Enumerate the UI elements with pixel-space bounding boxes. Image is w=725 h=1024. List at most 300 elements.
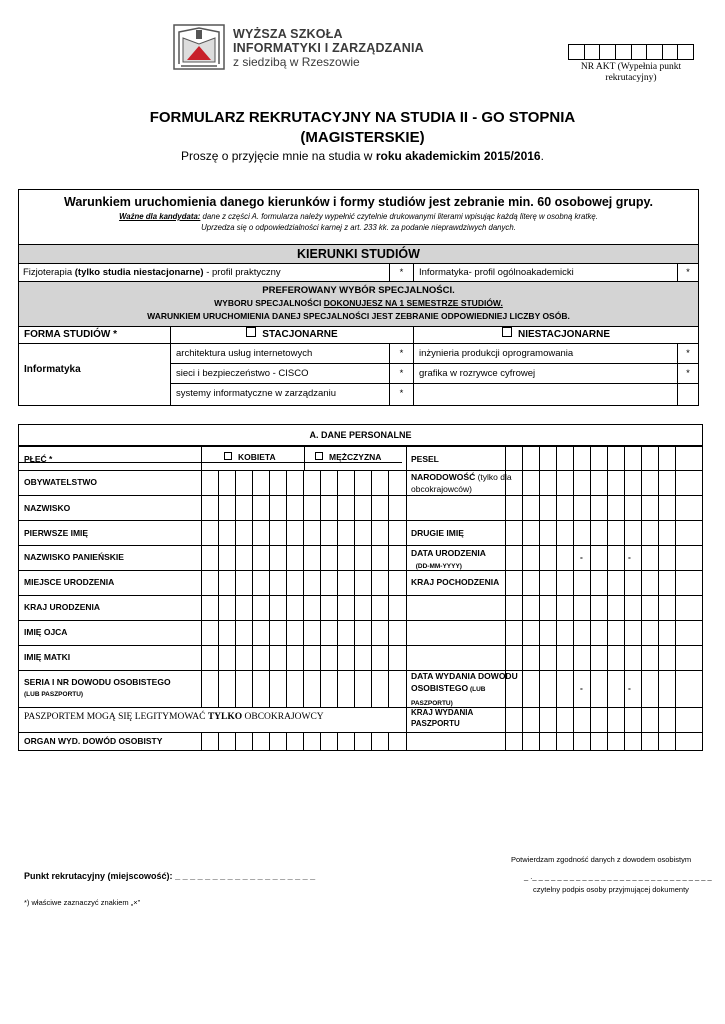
grid-vline	[641, 495, 642, 520]
grid-vline	[590, 520, 591, 545]
grid-hline	[19, 462, 402, 463]
grid-vline	[252, 732, 253, 750]
grid-vline	[406, 570, 407, 595]
grid-hline	[19, 620, 702, 621]
grid-vline	[624, 645, 625, 670]
grid-vline	[218, 620, 219, 645]
grid-vline	[556, 545, 557, 570]
grid-vline	[388, 620, 389, 645]
specjalnosc-info	[19, 282, 698, 327]
grid-vline	[573, 495, 574, 520]
grid-vline	[522, 595, 523, 620]
grid-vline	[505, 520, 506, 545]
grid-vline	[658, 670, 659, 707]
grid-vline	[406, 732, 407, 750]
grid-vline	[556, 645, 557, 670]
spec-mark[interactable]	[678, 384, 698, 405]
grid-vline	[354, 620, 355, 645]
grid-hline	[19, 545, 702, 546]
grid-vline	[252, 645, 253, 670]
grid-vline	[573, 645, 574, 670]
grid-vline	[624, 732, 625, 750]
grid-vline	[505, 595, 506, 620]
potwierdzam-text: Potwierdzam zgodność danych z dowodem osobistym	[511, 855, 692, 864]
grid-vline	[320, 620, 321, 645]
grid-vline	[556, 620, 557, 645]
grid-vline	[505, 570, 506, 595]
grid-vline	[337, 470, 338, 495]
grid-vline	[286, 595, 287, 620]
grid-vline	[252, 570, 253, 595]
grid-vline	[371, 645, 372, 670]
grid-vline	[573, 732, 574, 750]
grid-vline	[218, 570, 219, 595]
grid-vline	[624, 620, 625, 645]
grid-vline	[320, 645, 321, 670]
grid-hline	[19, 520, 702, 521]
grid-vline	[539, 620, 540, 645]
grid-vline	[539, 670, 540, 707]
grid-vline	[201, 446, 202, 470]
punkt-rekrutacyjny[interactable]: Punkt rekrutacyjny (miejscowość): _ _ _ _ _ _ _ _ _ _ _ _ _ _ _ _ _ _ _	[24, 871, 316, 881]
grid-vline	[388, 645, 389, 670]
pref-line1: PREFEROWANY WYBÓR SPECJALNOŚCI.	[262, 285, 455, 296]
podpis-line[interactable]: _ ._ _ _ _ _ _ _ _ _ _ _ _ _ _ _ _ _ _ _ _ _ _ _ _ _ _ _ _ _	[524, 872, 712, 881]
warning-note: Ważne dla kandydata: dane z części A. formularza należy wypełnić czytelnie drukowanymi literami wpisując każdą literę w osobną kratkę.	[119, 212, 598, 221]
grid-vline	[573, 595, 574, 620]
grid-vline	[573, 446, 574, 470]
grid-vline	[539, 595, 540, 620]
grid-vline	[235, 670, 236, 707]
grid-vline	[505, 707, 506, 732]
grid-hline	[19, 670, 702, 671]
grid-vline	[354, 470, 355, 495]
grid-vline	[371, 732, 372, 750]
grid-vline	[539, 520, 540, 545]
grid-vline	[607, 495, 608, 520]
forma-niestacjonarne[interactable]: NIESTACJONARNE	[414, 327, 698, 343]
grid-vline	[218, 545, 219, 570]
grid-vline	[658, 446, 659, 470]
grid-hline	[19, 570, 702, 571]
grid-vline	[556, 520, 557, 545]
grid-vline	[406, 620, 407, 645]
grid-vline	[337, 495, 338, 520]
grid-vline	[556, 732, 557, 750]
grid-vline	[201, 520, 202, 545]
grid-vline	[539, 545, 540, 570]
personal-data-section	[18, 424, 703, 751]
grid-vline	[505, 446, 506, 470]
grid-vline	[371, 570, 372, 595]
grid-vline	[573, 520, 574, 545]
grid-vline	[590, 707, 591, 732]
grid-vline	[406, 446, 407, 470]
spec-mark[interactable]: *	[390, 344, 414, 363]
grid-vline	[624, 520, 625, 545]
grid-vline	[658, 570, 659, 595]
grid-vline	[607, 446, 608, 470]
spec-row	[171, 384, 698, 405]
grid-vline	[539, 645, 540, 670]
warning-main: Warunkiem uruchomienia danego kierunków i formy studiów jest zebranie min. 60 osobowej grupy.	[64, 195, 653, 209]
footnote: *) właściwe zaznaczyć znakiem „×”	[24, 898, 141, 907]
grid-vline	[303, 595, 304, 620]
grid-vline	[641, 732, 642, 750]
school-name-line3: z siedzibą w Rzeszowie	[233, 55, 360, 69]
grid-vline	[590, 495, 591, 520]
grid-vline	[235, 645, 236, 670]
grid-vline	[303, 495, 304, 520]
grid-vline	[371, 470, 372, 495]
grid-vline	[354, 545, 355, 570]
grid-vline	[573, 470, 574, 495]
kierunek-informatyka: Informatyka- profil ogólnoakademicki	[414, 264, 678, 281]
grid-vline	[641, 645, 642, 670]
grid-vline	[522, 570, 523, 595]
grid-vline	[641, 520, 642, 545]
grid-vline	[269, 570, 270, 595]
miejsce-urodzenia-label: MIEJSCE URODZENIA	[24, 577, 115, 587]
grid-vline	[607, 470, 608, 495]
spec-label: grafika w rozrywce cyfrowej	[414, 364, 678, 383]
grid-vline	[573, 620, 574, 645]
grid-vline	[641, 595, 642, 620]
nr-akt-cells[interactable]	[568, 44, 694, 60]
spec-label	[414, 384, 678, 405]
warning-note2: Uprzedza się o odpowiedzialności karnej z art. 233 kk. za podanie nieprawdziwych danych.	[201, 223, 516, 232]
spec-mark[interactable]: *	[686, 368, 690, 379]
grid-vline	[539, 707, 540, 732]
kraj-urodzenia-label: KRAJ URODZENIA	[24, 602, 101, 612]
grid-vline	[354, 570, 355, 595]
spec-mark[interactable]: *	[686, 348, 690, 359]
grid-vline	[303, 732, 304, 750]
form-title-line2: (MAGISTERSKIE)	[300, 129, 425, 146]
grid-vline	[286, 670, 287, 707]
grid-vline	[388, 732, 389, 750]
kierunek-informatyka-mark[interactable]: *	[686, 267, 690, 278]
grid-vline	[354, 495, 355, 520]
grid-vline	[235, 732, 236, 750]
pierwsze-imie-label: PIERWSZE IMIĘ	[24, 528, 89, 538]
grid-vline	[522, 545, 523, 570]
grid-vline	[573, 570, 574, 595]
grid-vline	[641, 446, 642, 470]
nazwisko-panienskie-label: NAZWISKO PANIEŃSKIE	[24, 552, 124, 562]
spec-mark[interactable]: *	[390, 364, 414, 383]
forma-stacjonarne[interactable]: STACJONARNE	[171, 327, 414, 343]
grid-vline	[522, 645, 523, 670]
grid-vline	[624, 670, 625, 707]
grid-vline	[337, 670, 338, 707]
grid-vline	[539, 732, 540, 750]
grid-vline	[269, 670, 270, 707]
grid-vline	[658, 470, 659, 495]
grid-vline	[406, 520, 407, 545]
grid-vline	[337, 570, 338, 595]
grid-vline	[303, 570, 304, 595]
grid-vline	[522, 707, 523, 732]
grid-vline	[522, 520, 523, 545]
grid-vline	[406, 495, 407, 520]
grid-vline	[624, 446, 625, 470]
grid-vline	[218, 732, 219, 750]
school-name	[233, 27, 424, 69]
school-logo	[173, 24, 225, 70]
kierunek-fizjoterapia: Fizjoterapia (tylko studia niestacjonarne) - profil praktyczny	[19, 264, 390, 281]
grid-vline	[286, 570, 287, 595]
grid-vline	[624, 570, 625, 595]
grid-vline	[406, 670, 407, 707]
grid-vline	[286, 520, 287, 545]
grid-vline	[252, 595, 253, 620]
grid-vline	[556, 670, 557, 707]
grid-vline	[607, 670, 608, 707]
grid-hline	[19, 707, 702, 708]
date-separator: -	[580, 683, 583, 693]
stacjonarne-checkbox[interactable]	[246, 327, 256, 337]
grid-vline	[607, 595, 608, 620]
drugie-imie-label: DRUGIE IMIĘ	[411, 528, 464, 538]
grid-vline	[675, 545, 676, 570]
grid-vline	[201, 620, 202, 645]
grid-vline	[269, 545, 270, 570]
grid-vline	[607, 732, 608, 750]
niestacjonarne-checkbox[interactable]	[502, 327, 512, 337]
grid-vline	[675, 645, 676, 670]
grid-vline	[607, 545, 608, 570]
grid-vline	[388, 595, 389, 620]
grid-vline	[371, 595, 372, 620]
grid-vline	[590, 670, 591, 707]
grid-vline	[320, 495, 321, 520]
kobieta-option[interactable]: KOBIETA	[224, 452, 276, 462]
grid-vline	[522, 470, 523, 495]
grid-vline	[337, 645, 338, 670]
grid-vline	[354, 732, 355, 750]
spec-row	[171, 364, 698, 384]
grid-vline	[573, 707, 574, 732]
personal-section-title: A. DANE PERSONALNE	[19, 425, 702, 446]
pref-line3: WARUNKIEM URUCHOMIENIA DANEJ SPECJALNOŚCI JEST ZEBRANIE ODPOWIEDNIEJ LICZBY OSÓB.	[147, 311, 570, 321]
grid-vline	[286, 495, 287, 520]
date-separator: -	[628, 552, 631, 562]
grid-vline	[303, 545, 304, 570]
forma-studiow-label: FORMA STUDIÓW *	[19, 327, 171, 343]
grid-vline	[388, 470, 389, 495]
grid-vline	[658, 520, 659, 545]
grid-vline	[590, 595, 591, 620]
spec-label: inżynieria produkcji oprogramowania	[414, 344, 678, 363]
mezczyzna-checkbox[interactable]	[315, 452, 323, 460]
grid-vline	[590, 446, 591, 470]
grid-vline	[286, 645, 287, 670]
grid-vline	[286, 732, 287, 750]
grid-vline	[235, 595, 236, 620]
grid-vline	[505, 645, 506, 670]
specjalnosci-kierunek: Informatyka	[19, 344, 171, 405]
grid-vline	[320, 570, 321, 595]
specjalnosci-list	[171, 344, 698, 405]
spec-label: architektura usług internetowych	[171, 344, 390, 363]
grid-vline	[658, 645, 659, 670]
grid-vline	[354, 645, 355, 670]
grid-vline	[269, 645, 270, 670]
grid-vline	[269, 620, 270, 645]
grid-vline	[235, 570, 236, 595]
grid-vline	[539, 495, 540, 520]
grid-vline	[675, 470, 676, 495]
grid-vline	[675, 520, 676, 545]
paszport-note: PASZPORTEM MOGĄ SIĘ LEGITYMOWAĆ TYLKO OBCOKRAJOWCY	[24, 712, 324, 722]
grid-vline	[388, 495, 389, 520]
grid-vline	[269, 595, 270, 620]
grid-vline	[590, 645, 591, 670]
kierunki-row	[19, 264, 698, 282]
grid-vline	[624, 595, 625, 620]
grid-vline	[505, 732, 506, 750]
grid-vline	[658, 620, 659, 645]
grid-vline	[388, 570, 389, 595]
grid-vline	[505, 545, 506, 570]
grid-vline	[624, 470, 625, 495]
kierunek-fizjoterapia-mark[interactable]: *	[390, 264, 414, 281]
grid-vline	[658, 495, 659, 520]
grid-vline	[590, 620, 591, 645]
data-wydania-label: DATA WYDANIA DOWODU OSOBISTEGO (LUB PASZPORTU)	[411, 671, 518, 707]
grid-vline	[252, 470, 253, 495]
grid-vline	[556, 470, 557, 495]
grid-vline	[201, 570, 202, 595]
grid-vline	[304, 446, 305, 470]
grid-vline	[354, 595, 355, 620]
grid-vline	[371, 495, 372, 520]
forma-studiow-row	[19, 327, 698, 344]
grid-vline	[522, 670, 523, 707]
grid-vline	[607, 645, 608, 670]
grid-vline	[371, 545, 372, 570]
grid-vline	[505, 620, 506, 645]
grid-vline	[641, 670, 642, 707]
grid-vline	[556, 595, 557, 620]
organ-label: ORGAN WYD. DOWÓD OSOBISTY	[24, 736, 163, 746]
nazwisko-label: NAZWISKO	[24, 503, 71, 513]
group-warning	[19, 190, 698, 245]
imie-matki-label: IMIĘ MATKI	[24, 652, 71, 662]
grid-vline	[406, 595, 407, 620]
grid-vline	[388, 520, 389, 545]
grid-vline	[252, 495, 253, 520]
grid-vline	[641, 620, 642, 645]
grid-vline	[641, 545, 642, 570]
grid-vline	[522, 732, 523, 750]
grid-vline	[269, 495, 270, 520]
grid-vline	[590, 470, 591, 495]
date-separator: -	[628, 683, 631, 693]
form-title-line1: FORMULARZ REKRUTACYJNY NA STUDIA II - GO STOPNIA	[149, 109, 576, 126]
grid-vline	[590, 570, 591, 595]
grid-vline	[320, 670, 321, 707]
grid-vline	[303, 520, 304, 545]
kobieta-checkbox[interactable]	[224, 452, 232, 460]
plec-label: PŁEĆ *	[24, 454, 53, 464]
grid-vline	[675, 570, 676, 595]
spec-label: sieci i bezpieczeństwo - CISCO	[171, 364, 390, 383]
grid-vline	[235, 495, 236, 520]
grid-vline	[590, 545, 591, 570]
grid-vline	[218, 520, 219, 545]
grid-vline	[371, 670, 372, 707]
grid-vline	[388, 670, 389, 707]
kierunki-heading: KIERUNKI STUDIÓW	[19, 245, 698, 264]
kraj-pochodzenia-label: KRAJ POCHODZENIA	[411, 577, 500, 587]
grid-vline	[235, 545, 236, 570]
grid-vline	[624, 545, 625, 570]
data-urodzenia-label: DATA URODZENIA (DD-MM-YYYY)	[411, 548, 486, 570]
grid-vline	[406, 645, 407, 670]
grid-vline	[371, 520, 372, 545]
grid-vline	[201, 732, 202, 750]
grid-vline	[320, 595, 321, 620]
grid-vline	[286, 470, 287, 495]
grid-vline	[252, 545, 253, 570]
grid-vline	[354, 520, 355, 545]
mezczyzna-option[interactable]: MĘŻCZYZNA	[315, 452, 381, 462]
grid-vline	[641, 470, 642, 495]
grid-vline	[573, 545, 574, 570]
spec-row	[171, 344, 698, 364]
grid-vline	[556, 707, 557, 732]
grid-vline	[252, 520, 253, 545]
grid-vline	[354, 670, 355, 707]
pref-line2: WYBORU SPECJALNOŚCI DOKONUJESZ NA 1 SEMESTRZE STUDIÓW.	[214, 298, 503, 308]
study-selection-box	[18, 189, 699, 406]
grid-vline	[286, 545, 287, 570]
grid-vline	[201, 645, 202, 670]
grid-vline	[607, 570, 608, 595]
grid-vline	[675, 446, 676, 470]
spec-mark[interactable]: *	[390, 384, 414, 405]
form-title	[0, 108, 725, 164]
grid-vline	[522, 446, 523, 470]
grid-vline	[320, 470, 321, 495]
date-separator: -	[580, 552, 583, 562]
nr-akt-box	[568, 44, 694, 84]
grid-vline	[252, 620, 253, 645]
grid-vline	[218, 595, 219, 620]
grid-vline	[658, 732, 659, 750]
nr-akt-label: NR AKT (Wypełnia punkt rekrutacyjny)	[580, 62, 682, 83]
grid-vline	[388, 545, 389, 570]
grid-vline	[641, 570, 642, 595]
kraj-wydania-label: KRAJ WYDANIA PASZPORTU	[411, 708, 474, 728]
grid-vline	[556, 495, 557, 520]
grid-vline	[658, 707, 659, 732]
grid-vline	[675, 707, 676, 732]
grid-vline	[406, 707, 407, 732]
grid-vline	[303, 670, 304, 707]
grid-vline	[269, 520, 270, 545]
narodowosc-label: NARODOWOŚĆ (tylko dla obcokrajowców)	[411, 472, 512, 494]
grid-hline	[19, 750, 702, 751]
grid-vline	[218, 495, 219, 520]
grid-vline	[218, 470, 219, 495]
grid-vline	[235, 520, 236, 545]
grid-vline	[505, 495, 506, 520]
grid-vline	[337, 620, 338, 645]
grid-vline	[539, 470, 540, 495]
